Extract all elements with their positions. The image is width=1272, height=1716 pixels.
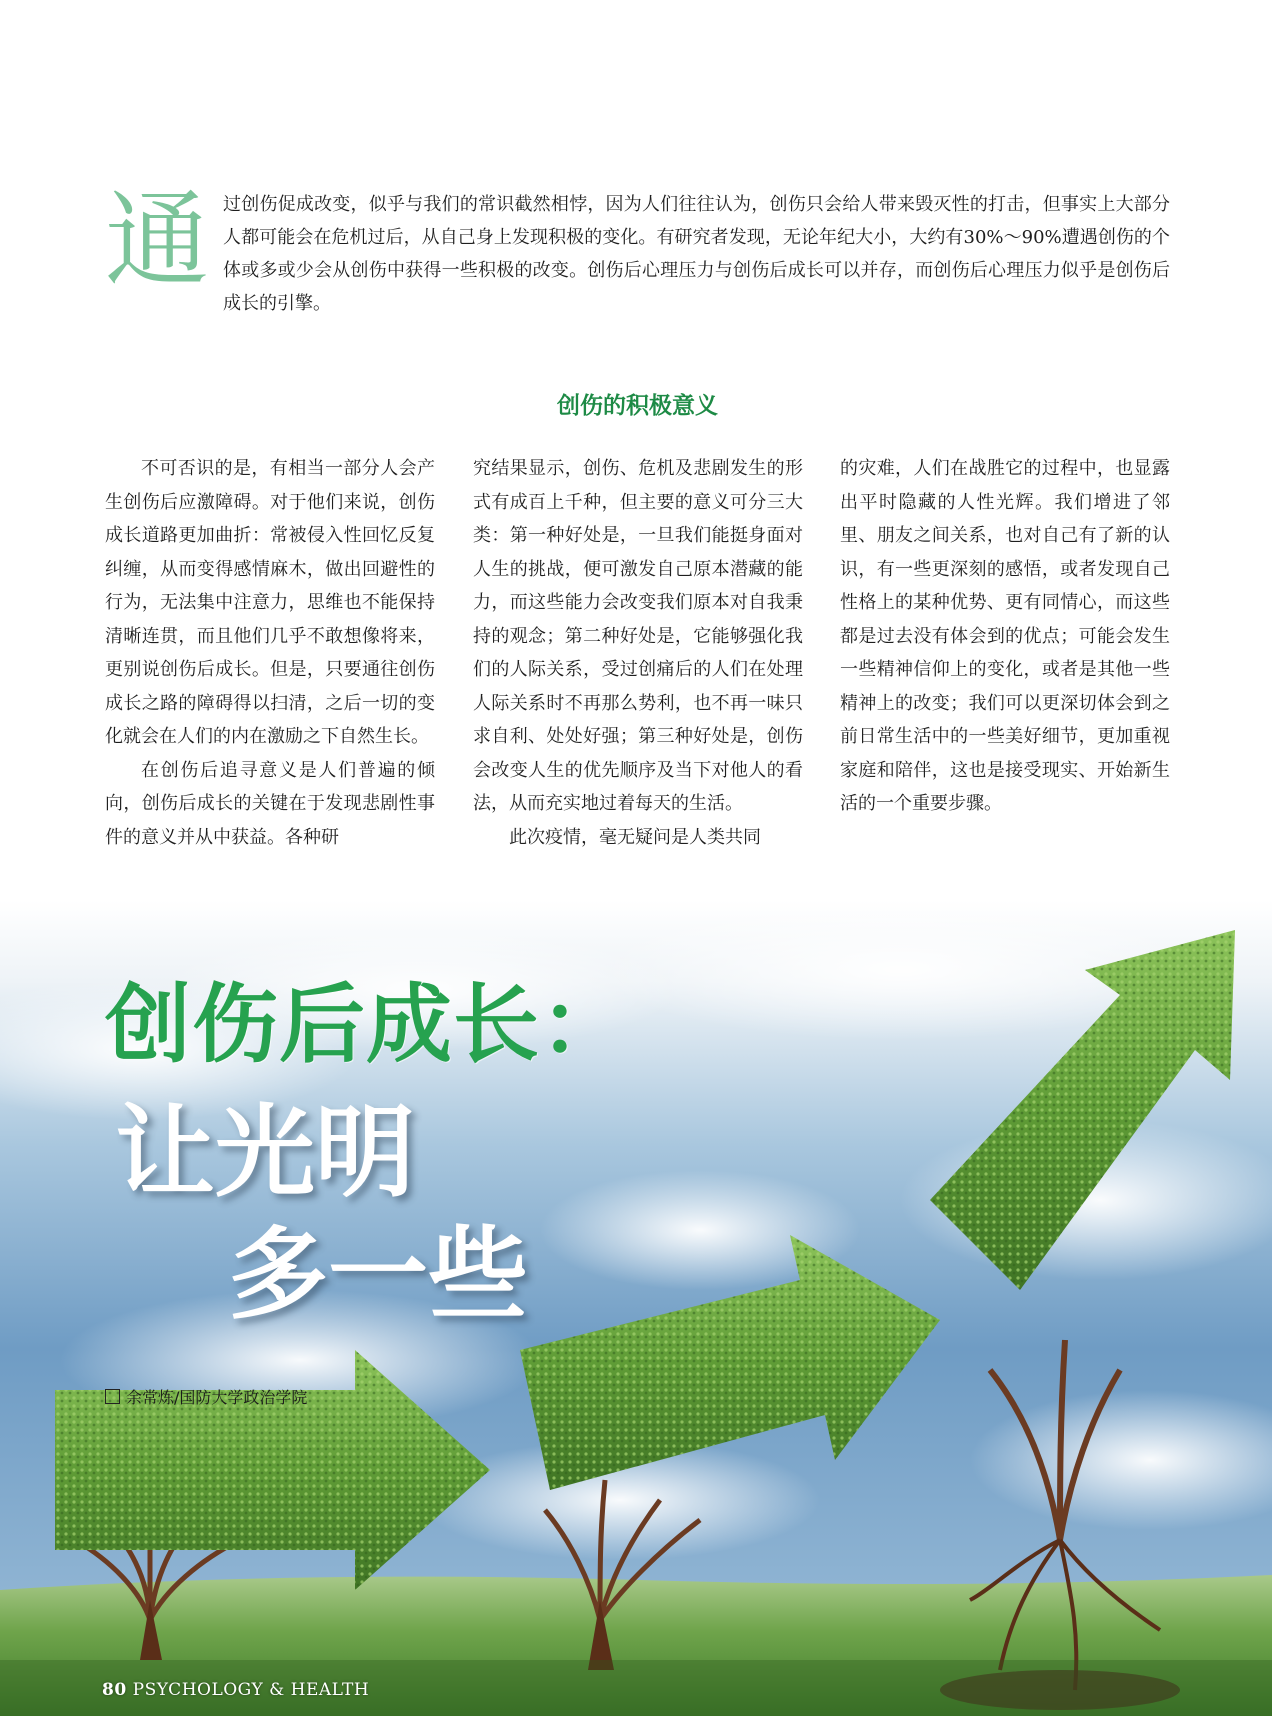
author-byline [105,1385,307,1408]
column-1-paragraph-2: 在创伤后追寻意义是人们普遍的倾向，创伤后成长的关键在于发现悲剧性事件的意义并从中获益。各种研 [105,759,435,848]
text-column-1 [105,452,435,854]
column-3-paragraph-1: 的灾难，人们在战胜它的过程中，也显露出平时隐藏的人性光辉。我们增进了邻里、朋友之间关系，也对自己有了新的认识，有一些更深刻的感悟，或者发现自己性格上的某种优势、更有同情心，而这些都是过去没有体会到的优点；可能会发生一些精神信仰上的变化，或者是其他一些精神上的改变；我们可以更深切体会到之前日常生活中的一些美好细节，更加重视家庭和陪伴，这也是接受现实、开始新生活的一个重要步骤。 [840,458,1170,814]
magazine-name: PSYCHOLOGY & HEALTH [132,1680,370,1700]
column-1-paragraph-1: 不可否识的是，有相当一部分人会产生创伤后应激障碍。对于他们来说，创伤成长道路更加曲折：常被侵入性回忆反复纠缠，从而变得感情麻木，做出回避性的行为，无法集中注意力，思维也不能保持清晰连贯，而且他们几乎不敢想像将来，更别说创伤后成长。但是，只要通往创伤成长之路的障碍得以扫清，之后一切的变化就会在人们的内在激励之下自然生长。 [105,458,435,747]
column-2-paragraph-1: 究结果显示，创伤、危机及悲剧发生的形式有成百上千种，但主要的意义可分三大类：第一种好处是，一旦我们能挺身面对人生的挑战，便可激发自己原本潜藏的能力，而这些能力会改变我们原本对自我秉持的观念；第二种好处是，它能够强化我们的人际关系，受过创痛后的人们在处理人际关系时不再那么势利，也不再一味只求自利、处处好强；第三种好处是，创伤会改变人生的优先顺序及当下对他人的看法，从而充实地过着每天的生活。 [473,458,803,814]
author-text: 余常炼/国防大学政治学院 [126,1388,308,1407]
drop-cap: 通 [105,179,210,301]
text-column-2 [473,452,803,854]
square-icon [105,1389,120,1404]
page-number: 80 [102,1680,127,1700]
column-2-paragraph-2: 此次疫情，毫无疑问是人类共同 [509,826,761,848]
intro-text: 过创伤促成改变，似乎与我们的常识截然相悖，因为人们往往认为，创伤只会给人带来毁灭性的打击，但事实上大部分人都可能会在危机过后，从自己身上发现积极的变化。有研究者发现，无论年纪大小，大约有30%～90%遭遇创伤的个体或多或少会从创伤中获得一些积极的改变。创伤后心理压力与创伤后成长可以并存，而创伤后心理压力似乎是创伤后成长的引擎。 [223,194,1170,314]
text-column-3 [840,452,1170,821]
intro-paragraph [105,179,1170,320]
article-subtitle-line-1: 让光明 [115,1094,415,1211]
article-subtitle-line-2: 多一些 [228,1216,528,1333]
page-footer [102,1680,369,1700]
article-title: 创伤后成长： [105,975,627,1075]
section-title: 创伤的积极意义 [557,393,718,419]
